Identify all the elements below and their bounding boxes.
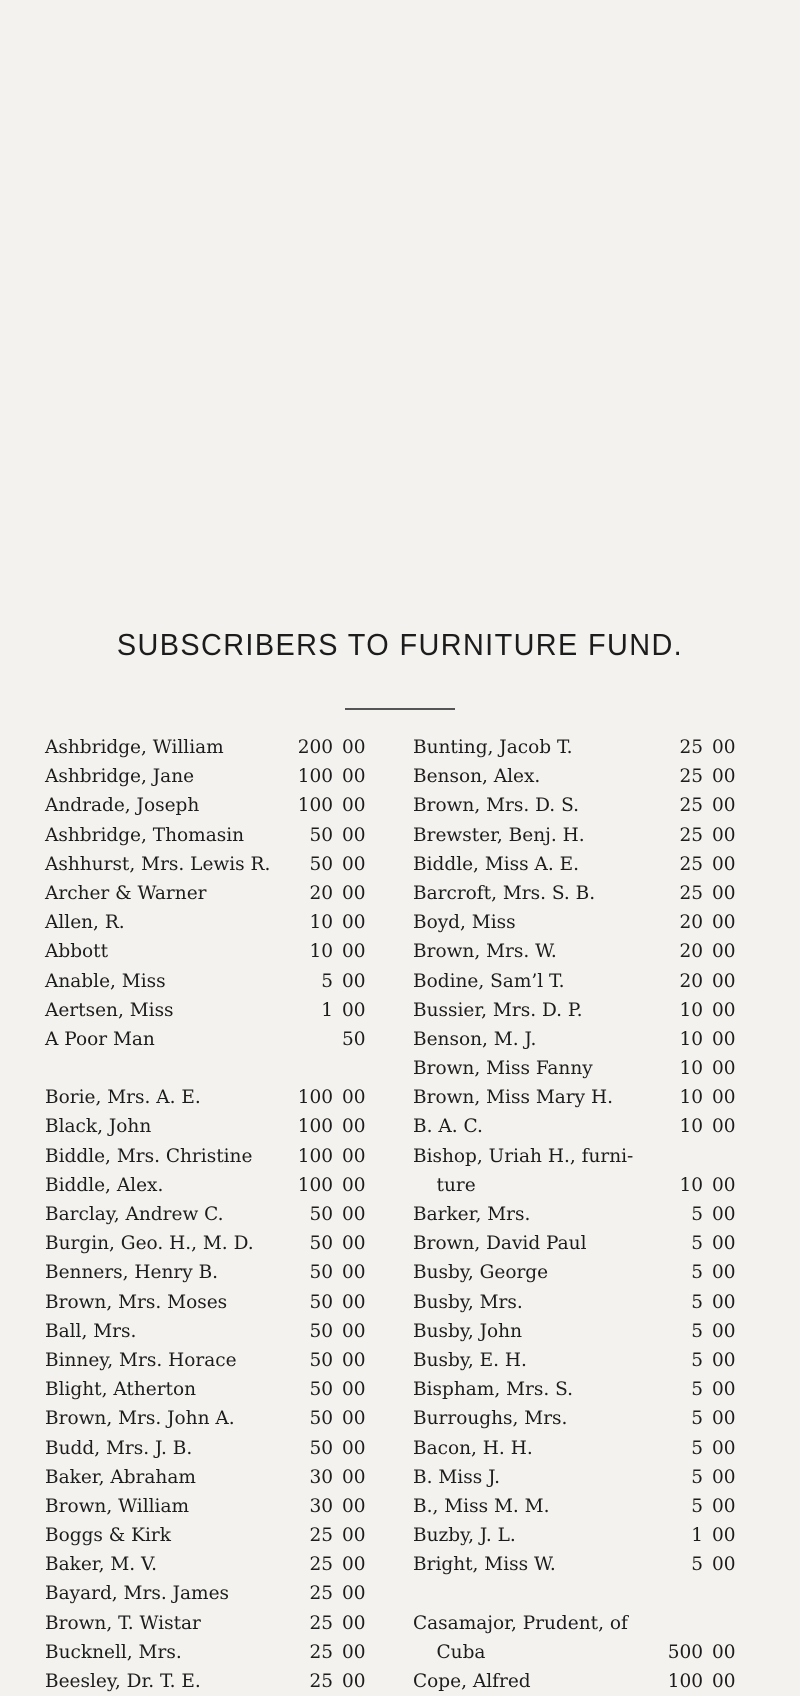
amount-dollars: 100 — [297, 1087, 333, 1109]
amount-cents: 00 — [342, 737, 366, 758]
subscriber-row — [413, 1317, 740, 1346]
subscriber-name: B., Miss M. M. — [413, 1495, 550, 1517]
amount-dollars: 100 — [297, 1145, 333, 1167]
amount-dollars: 5 — [691, 1349, 703, 1371]
amount-dollars: 50 — [309, 1291, 333, 1313]
amount-dollars: 10 — [309, 912, 333, 934]
amount-cents: 00 — [712, 1262, 736, 1284]
amount-dollars: 20 — [309, 882, 333, 904]
subscriber-name: Boggs & Kirk — [45, 1525, 171, 1547]
subscriber-row — [45, 1229, 385, 1258]
subscriber-name: Cope, Alfred — [413, 1671, 531, 1692]
amount-cents: 00 — [712, 1641, 736, 1663]
subscriber-name: Buzby, J. L. — [413, 1525, 516, 1547]
subscriber-name: Beesley, Dr. T. E. — [45, 1671, 201, 1692]
amount-dollars: 100 — [297, 1174, 333, 1196]
amount-dollars: 50 — [309, 1233, 333, 1255]
amount-dollars: 25 — [309, 1641, 333, 1663]
subscriber-row — [413, 762, 740, 791]
amount-dollars: 25 — [679, 795, 703, 817]
amount-cents: 00 — [712, 1291, 736, 1313]
amount-cents: 00 — [342, 1525, 366, 1547]
amount-cents: 00 — [342, 1495, 366, 1517]
amount-cents: 00 — [712, 1233, 736, 1255]
subscriber-row — [45, 996, 385, 1025]
subscriber-row — [413, 1550, 740, 1579]
amount-cents: 00 — [342, 1291, 366, 1313]
subscriber-name: Bispham, Mrs. S. — [413, 1379, 574, 1401]
subscriber-row — [413, 1025, 740, 1054]
amount-cents: 00 — [342, 882, 366, 904]
subscriber-name: Benson, Alex. — [413, 766, 541, 788]
title-divider — [345, 708, 455, 710]
subscriber-name: Casamajor, Prudent, of — [413, 1612, 628, 1634]
amount-cents: 00 — [712, 795, 736, 817]
amount-dollars: 1 — [321, 999, 333, 1021]
subscriber-name: ture — [413, 1174, 476, 1196]
subscriber-row — [413, 791, 740, 820]
amount-cents: 00 — [712, 1437, 736, 1459]
subscriber-name: Binney, Mrs. Horace — [45, 1349, 237, 1371]
subscriber-row — [413, 1288, 740, 1317]
amount-dollars: 5 — [691, 1437, 703, 1459]
subscriber-name: A Poor Man — [45, 1028, 155, 1050]
subscriber-name: Budd, Mrs. J. B. — [45, 1437, 193, 1459]
amount-cents: 00 — [712, 824, 736, 846]
amount-cents: 00 — [342, 941, 366, 963]
page-title: SUBSCRIBERS TO FURNITURE FUND. — [116, 627, 684, 662]
amount-cents: 00 — [712, 766, 736, 788]
amount-cents: 00 — [712, 999, 736, 1021]
amount-dollars: 25 — [679, 853, 703, 875]
subscriber-row — [45, 1258, 385, 1287]
subscriber-row — [45, 1171, 385, 1200]
subscriber-name: Brown, Mrs. John A. — [45, 1408, 235, 1430]
subscriber-row — [45, 879, 385, 908]
amount-dollars: 1 — [691, 1525, 703, 1547]
subscriber-name: Brewster, Benj. H. — [413, 824, 585, 846]
subscriber-row — [413, 1667, 740, 1696]
amount-dollars: 20 — [679, 970, 703, 992]
amount-cents: 00 — [712, 912, 736, 934]
subscriber-row — [45, 733, 385, 762]
amount-cents: 00 — [712, 1058, 736, 1080]
subscriber-name: Anable, Miss — [45, 970, 166, 992]
subscriber-row — [413, 1054, 740, 1083]
amount-cents: 00 — [342, 766, 366, 788]
amount-cents: 00 — [342, 1583, 366, 1605]
subscriber-row — [45, 1142, 385, 1171]
subscriber-row — [413, 1463, 740, 1492]
amount-cents: 00 — [342, 1204, 366, 1225]
amount-dollars: 50 — [309, 853, 333, 875]
amount-dollars: 10 — [679, 999, 703, 1021]
amount-cents: 00 — [712, 1554, 736, 1576]
subscriber-row — [45, 1463, 385, 1492]
subscriber-row — [413, 1492, 740, 1521]
amount-cents: 00 — [712, 941, 736, 963]
amount-cents: 00 — [712, 1174, 736, 1196]
subscriber-name: Busby, Mrs. — [413, 1291, 523, 1313]
amount-dollars: 500 — [667, 1641, 703, 1663]
subscriber-row — [45, 1054, 385, 1083]
amount-dollars: 50 — [309, 1320, 333, 1342]
amount-dollars: 10 — [679, 1174, 703, 1196]
subscriber-name: Bussier, Mrs. D. P. — [413, 999, 583, 1021]
amount-dollars: 50 — [309, 1204, 333, 1225]
subscriber-name: Brown, David Paul — [413, 1233, 587, 1255]
amount-cents: 00 — [712, 1028, 736, 1050]
subscriber-name: Brown, Miss Fanny — [413, 1058, 593, 1080]
subscriber-name: Barker, Mrs. — [413, 1204, 531, 1225]
subscriber-row — [413, 1171, 740, 1200]
amount-cents: 50 — [342, 1028, 366, 1050]
subscriber-row — [413, 1375, 740, 1404]
subscriber-row — [45, 1492, 385, 1521]
subscriber-name: Busby, John — [413, 1320, 522, 1342]
amount-dollars: 100 — [297, 1116, 333, 1138]
amount-cents: 00 — [342, 1408, 366, 1430]
amount-cents: 00 — [342, 1087, 366, 1109]
amount-dollars: 5 — [691, 1262, 703, 1284]
subscriber-name: Baker, M. V. — [45, 1554, 158, 1576]
subscriber-row — [45, 1638, 385, 1667]
amount-dollars: 5 — [691, 1233, 703, 1255]
subscriber-row — [45, 1200, 385, 1229]
amount-dollars: 5 — [691, 1495, 703, 1517]
subscriber-name: Ashbridge, William — [45, 737, 224, 758]
subscriber-name: Ashbridge, Jane — [45, 766, 195, 788]
amount-cents: 00 — [712, 1525, 736, 1547]
amount-dollars: 5 — [691, 1408, 703, 1430]
amount-dollars: 25 — [309, 1671, 333, 1692]
subscriber-name: Busby, George — [413, 1262, 549, 1284]
amount-dollars: 50 — [309, 1349, 333, 1371]
amount-dollars: 200 — [297, 737, 333, 758]
subscriber-name: B. A. C. — [413, 1116, 483, 1138]
subscriber-row — [45, 1609, 385, 1638]
subscriber-row — [45, 1579, 385, 1608]
amount-cents: 00 — [712, 1495, 736, 1517]
amount-dollars: 5 — [691, 1554, 703, 1576]
subscriber-row — [413, 1579, 740, 1608]
subscriber-row — [45, 1112, 385, 1141]
subscriber-row — [45, 1288, 385, 1317]
subscriber-row — [413, 1521, 740, 1550]
amount-dollars: 25 — [679, 824, 703, 846]
subscriber-name: Borie, Mrs. A. E. — [45, 1087, 201, 1109]
subscriber-name: Benners, Henry B. — [45, 1262, 219, 1284]
subscriber-row — [413, 733, 740, 762]
subscriber-row — [45, 1434, 385, 1463]
amount-dollars: 5 — [691, 1320, 703, 1342]
amount-dollars: 50 — [309, 1379, 333, 1401]
subscriber-list-right — [413, 733, 740, 1696]
amount-dollars: 50 — [309, 1262, 333, 1284]
amount-cents: 00 — [342, 970, 366, 992]
amount-cents: 00 — [342, 1320, 366, 1342]
subscriber-row — [413, 879, 740, 908]
subscriber-name: Aertsen, Miss — [45, 999, 174, 1021]
amount-cents: 00 — [712, 737, 736, 758]
amount-cents: 00 — [342, 1174, 366, 1196]
subscriber-row — [45, 908, 385, 937]
amount-dollars: 25 — [679, 737, 703, 758]
subscriber-row — [413, 1638, 740, 1667]
subscriber-list-left — [45, 733, 385, 1696]
subscriber-name: Bishop, Uriah H., furni- — [413, 1145, 634, 1167]
amount-cents: 00 — [342, 912, 366, 934]
subscriber-name: Brown, Mrs. Moses — [45, 1291, 228, 1313]
subscriber-row — [413, 1258, 740, 1287]
subscriber-name: Black, John — [45, 1116, 152, 1138]
subscriber-name: Boyd, Miss — [413, 912, 516, 934]
amount-cents: 00 — [712, 1087, 736, 1109]
subscriber-name: Brown, Mrs. W. — [413, 941, 557, 963]
amount-dollars: 25 — [309, 1583, 333, 1605]
subscriber-name: Andrade, Joseph — [45, 795, 200, 817]
amount-cents: 00 — [342, 1145, 366, 1167]
subscriber-name: Bodine, Sam’l T. — [413, 970, 565, 992]
amount-cents: 00 — [712, 882, 736, 904]
amount-cents: 00 — [712, 1408, 736, 1430]
subscriber-name: Brown, T. Wistar — [45, 1612, 201, 1634]
amount-dollars: 100 — [297, 766, 333, 788]
subscriber-name: Allen, R. — [45, 912, 125, 934]
subscriber-name: Ashhurst, Mrs. Lewis R. — [45, 853, 271, 875]
amount-dollars: 50 — [309, 1408, 333, 1430]
subscriber-name: Baker, Abraham — [45, 1466, 196, 1488]
amount-cents: 00 — [342, 1466, 366, 1488]
subscriber-row — [45, 1404, 385, 1433]
amount-cents: 00 — [342, 1641, 366, 1663]
amount-dollars: 10 — [679, 1028, 703, 1050]
amount-dollars: 5 — [691, 1466, 703, 1488]
subscriber-name: Archer & Warner — [45, 882, 207, 904]
subscriber-row — [413, 1083, 740, 1112]
amount-dollars: 50 — [309, 1437, 333, 1459]
subscriber-name: Brown, Miss Mary H. — [413, 1087, 613, 1109]
subscriber-name: Busby, E. H. — [413, 1349, 527, 1371]
subscriber-name: Cuba — [413, 1641, 486, 1663]
amount-dollars: 10 — [679, 1087, 703, 1109]
amount-dollars: 10 — [679, 1058, 703, 1080]
subscriber-row — [45, 1667, 385, 1696]
amount-dollars: 25 — [309, 1525, 333, 1547]
amount-cents: 00 — [342, 1262, 366, 1284]
subscriber-name: Burgin, Geo. H., M. D. — [45, 1233, 254, 1255]
amount-dollars: 30 — [309, 1495, 333, 1517]
subscriber-row — [413, 937, 740, 966]
subscriber-row — [413, 1112, 740, 1141]
amount-cents: 00 — [342, 824, 366, 846]
subscriber-row — [413, 1346, 740, 1375]
subscriber-name: Biddle, Miss A. E. — [413, 853, 580, 875]
amount-dollars: 20 — [679, 912, 703, 934]
subscriber-name: Bucknell, Mrs. — [45, 1641, 182, 1663]
amount-dollars: 100 — [297, 795, 333, 817]
amount-cents: 00 — [712, 1204, 736, 1225]
subscriber-row — [45, 1083, 385, 1112]
amount-cents: 00 — [342, 795, 366, 817]
subscriber-name: Barcroft, Mrs. S. B. — [413, 882, 596, 904]
amount-dollars: 5 — [321, 970, 333, 992]
subscriber-row — [413, 908, 740, 937]
subscriber-row — [413, 967, 740, 996]
subscriber-row — [45, 1375, 385, 1404]
subscriber-name: Brown, William — [45, 1495, 190, 1517]
amount-dollars: 25 — [679, 882, 703, 904]
amount-cents: 00 — [342, 1437, 366, 1459]
amount-dollars: 50 — [309, 824, 333, 846]
subscriber-name: Biddle, Alex. — [45, 1174, 164, 1196]
amount-cents: 00 — [342, 1233, 366, 1255]
amount-cents: 00 — [712, 1116, 736, 1138]
subscriber-row — [45, 821, 385, 850]
amount-cents: 00 — [712, 1671, 736, 1692]
subscriber-name: B. Miss J. — [413, 1466, 500, 1488]
subscriber-name: Burroughs, Mrs. — [413, 1408, 568, 1430]
subscriber-name: Biddle, Mrs. Christine — [45, 1145, 253, 1167]
amount-dollars: 25 — [309, 1612, 333, 1634]
subscriber-row — [45, 967, 385, 996]
amount-cents: 00 — [712, 970, 736, 992]
subscriber-name: Brown, Mrs. D. S. — [413, 795, 579, 817]
amount-cents: 00 — [342, 853, 366, 875]
amount-dollars: 25 — [679, 766, 703, 788]
subscriber-row — [45, 1521, 385, 1550]
subscriber-name: Bayard, Mrs. James — [45, 1583, 230, 1605]
amount-dollars: 5 — [691, 1204, 703, 1225]
subscriber-row — [45, 1550, 385, 1579]
subscriber-name: Bunting, Jacob T. — [413, 737, 573, 758]
subscriber-row — [413, 1609, 740, 1638]
subscriber-row — [45, 791, 385, 820]
amount-cents: 00 — [712, 853, 736, 875]
subscriber-name: Bacon, H. H. — [413, 1437, 533, 1459]
amount-dollars: 30 — [309, 1466, 333, 1488]
amount-dollars: 10 — [309, 941, 333, 963]
amount-dollars: 100 — [667, 1671, 703, 1692]
amount-cents: 00 — [712, 1349, 736, 1371]
amount-dollars: 5 — [691, 1291, 703, 1313]
amount-dollars: 25 — [309, 1554, 333, 1576]
subscriber-name: Ashbridge, Thomasin — [45, 824, 245, 846]
subscriber-row — [413, 1200, 740, 1229]
amount-dollars: 5 — [691, 1379, 703, 1401]
amount-cents: 00 — [712, 1379, 736, 1401]
subscriber-row — [45, 1346, 385, 1375]
amount-cents: 00 — [342, 1671, 366, 1692]
amount-cents: 00 — [712, 1466, 736, 1488]
subscriber-name: Bright, Miss W. — [413, 1554, 556, 1576]
amount-cents: 00 — [342, 1554, 366, 1576]
subscriber-row — [45, 1025, 385, 1054]
amount-cents: 00 — [342, 1612, 366, 1634]
subscriber-row — [45, 1317, 385, 1346]
subscriber-name: Barclay, Andrew C. — [45, 1204, 224, 1225]
subscriber-row — [413, 1229, 740, 1258]
amount-cents: 00 — [342, 1116, 366, 1138]
subscriber-row — [45, 762, 385, 791]
subscriber-row — [413, 1142, 740, 1171]
subscriber-row — [413, 1404, 740, 1433]
amount-cents: 00 — [712, 1320, 736, 1342]
subscriber-row — [413, 850, 740, 879]
subscriber-name: Ball, Mrs. — [45, 1320, 137, 1342]
subscriber-row — [45, 937, 385, 966]
subscriber-name: Benson, M. J. — [413, 1028, 537, 1050]
amount-dollars: 10 — [679, 1116, 703, 1138]
amount-cents: 00 — [342, 1349, 366, 1371]
subscriber-name: Blight, Atherton — [45, 1379, 197, 1401]
subscriber-row — [413, 821, 740, 850]
amount-cents: 00 — [342, 1379, 366, 1401]
amount-dollars: 20 — [679, 941, 703, 963]
amount-cents: 00 — [342, 999, 366, 1021]
subscriber-row — [413, 1434, 740, 1463]
subscriber-name: Abbott — [45, 941, 109, 963]
subscriber-row — [45, 850, 385, 879]
subscriber-row — [413, 996, 740, 1025]
